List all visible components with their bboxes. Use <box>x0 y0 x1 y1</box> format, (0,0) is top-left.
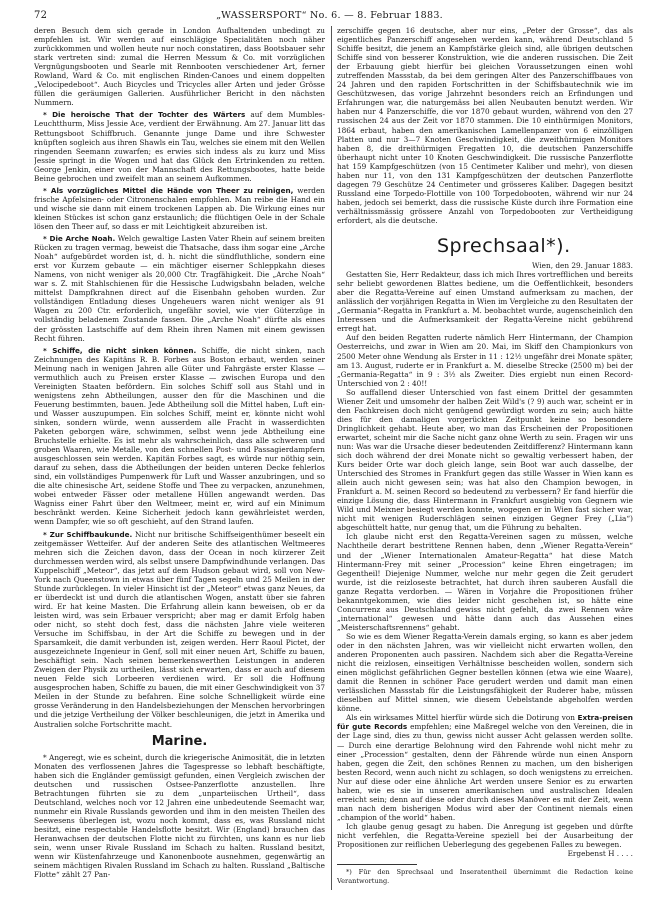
letter-paragraph: So auffallend dieser Unterschied von fast einem Drittel der gesammten Wiener Zeit und umsomehr der halben Zeit Wild's (? 9) auch war, scheint er in den Fachkreisen doch nicht genügend gewürdigt worden zu sein; auch hätte dies für den damaligen vorgerückten Zeitpunkt keine so besondere Dringlichkeit gehabt. Heute aber, wo man das Erscheinen der Propositionen erwartet, scheint mir die Sache nicht ganz ohne Werth zu sein. Fragen wir uns nun: Was war die Ursache dieser bedeutenden Zeitdifferenz? Hintermann kann sich doch während der drei Monate nicht so gewaltig verbessert haben, der Kurs beider Orte war doch gleich lange, sein Boot war auch dasselbe, der Unterschied des Stromes in Frankfurt gegen das stille Wasser in Wien kann es allein auch nicht gewesen sein; was hat also den Champion bewogen, in Frankfurt a. M. seinen Record so bedeutend zu verbessern? Er fand hierfür die einzige Lösung die, dass Hintermann in Frankfurt ausgiebig von Gegnern wie Wild und Meixner besiegt werden konnte, wogegen er in Wien fast sicher war, nicht mit wenigen Ruderschlägen seinen einzigen Gegner Frey („Lia“) abgeschüttelt hatte, nur genug that, um die Führung zu behalten. <box>337 387 633 533</box>
section-heading-marine: Marine. <box>151 733 208 749</box>
letter-text: Als ein wirksames Mittel hierfür würde sich die Dotirung von <box>346 713 578 723</box>
page-header <box>34 10 632 26</box>
letter-dateline: Wien, den 29. Januar 1883. <box>531 261 633 271</box>
left-column <box>34 26 325 892</box>
letter-paragraph: Auf den beiden Regatten ruderte nämlich Herr Hintermann, der Champion Oesterreichs, und zwar in Wien am 20. Mai, im Skiff den Championkurs von 2500 Meter ohne Wendung als Erster in 11 : 12½ ungefähr drei Monate später, am 13. August, ruderte er in Frankfurt a. M. dieselbe Strecke (2500 m) bei der „Germania-Regatta“ in 9 : 3½ als Zweiter. Dies ergiebt nun einen Record-Unterschied von 2 : 40!! <box>337 333 633 388</box>
news-item-title: * Die heroische That der Tochter des Wärters <box>43 110 246 120</box>
news-item <box>34 346 325 527</box>
footnote: *) Für den Sprechsaal und Inseratentheil übernimmt die Redaction keine Verantwortung. <box>337 868 633 885</box>
news-item-text: werden frische Apfelsinen- oder Citronenschalen empfohlen. Man reibe die Hand ein und wische sie dann mit einem trockenen Lappen ab. Die Wirkung eines nur kleinen Stückes ist schon ganz erstaunlich; die flüchtigen Oele in der Schale lösen den Theer auf, so dass er mit Leichtigkeit abzureiben ist. <box>34 185 325 231</box>
column-divider <box>331 26 332 890</box>
letter-paragraph: So wie es dem Wiener Regatta-Verein damals erging, so kann es aber jedem oder in den nächsten Jahren, was wir vielleicht nicht erwarten wollen, den anderen Proponenten auch passiren. Nachdem sich aber die Regatta-Vereine nicht die reizlosen, einseitigen Verhältnisse bescheiden wollen, sondern sich einen möglichst gefährlichen Gegner bestellen können (etwa wie eine Waare), damit die Rennen in schöner Pace gerudert werden und damit man einen verlässlichen Massstab für die Leistungsfähigkeit der Ruderer habe, müssen dieselben auf Mittel sinnen, wie diesem Uebelstande abgeholfen werden könne. <box>337 631 633 714</box>
news-item-title: * Als vorzügliches Mittel die Hände von Theer zu reinigen, <box>43 185 294 195</box>
letter-paragraph: Ich glaube nicht erst den Regatta-Vereinen sagen zu müssen, welche Nachtheile derart bestrittene Rennen haben, denn „Wiener Regatta-Verein“ und der „Wiener Internationalen Amateur-Regatta“ hat diese Match Hintermann-Frey mit seiner „Procession“ keine Ehren eingetragen; im Gegentheil! Diejenige Nummer, welche nur mehr gegen die Zeit gerudert wurde, ist die reizloseste betrachtet, hat durch ihren sauberen Ausfall die ganze Regatta verdorben. — Wären in Vorjahre die Propositionen früher bekanntgekommen, wie dies leider nicht geschehen ist, so hätte eine Concurrenz aus Deutschland gewiss nicht gefehlt, da zwei Rennen wäre „international“ gewesen und hätte dann auch das Aussehen eines „Meisterschaftsrennens“ gehabt. <box>337 532 633 632</box>
footnote-rule <box>337 864 417 865</box>
letter-paragraph: Ich glaube genug gesagt zu haben. Die Anregung ist gegeben und dürfte nicht verfehlen, die Regatta-Vereine speziell bei der Ausarbeitung der Propositionen zur reiflichen Ueberlegung des gegebenen Falles zu bewegen. <box>337 821 633 850</box>
news-item-text: auf dem Mumbles-Leuchtthurm, Miss Jessie Ace, verdient der Erwähnung. Am 27. Januar litt das Rettungsboot Schiffbruch. Genannte junge Dame und ihre Schwester knüpften sogleich aus ihren Shawls ein Tau, welches sie einem mit den Wellen ringenden Seemann zuwarfen; es erwies sich indess als zu kurz und Miss Jessie springt in die Wogen und hat das Glück den Ertrinkenden zu retten. George Jenkin, einer von der Mannschaft des Rettungsbootes, hatte beide Beine gebrochen und zweifelt man an seinem Aufkommen. <box>34 110 325 183</box>
section-heading-sprechsaal: Sprechsaal*). <box>437 235 571 258</box>
masthead: „WASSERSPORT“ No. 6. — 8. Februar 1883. <box>216 10 444 21</box>
news-item <box>34 110 325 182</box>
marine-article-continued: zerschiffe gegen 16 deutsche, aber nur eins, „Peter der Grosse“, das als eigentliches Panzerschiff angesehen werden kann, während Deutschland 5 Schiffe besitzt, die jenem an Kampfstärke gleich sind, alle übrigen deutschen Schiffe sind von besserer Konstruktion, wie die anderen russischen. Die Zeit der Erbauung giebt hierfür bei gleichen Voraussetzungen einen wohl zutreffenden Massstab, da bei dem geringen Alter des Panzerschiffbaues von 24 Jahren und den rapiden Fortschritten in der Schiffsbautechnik wie im Geschützwesen, das vorige Jahrzehnt besonders reich an Erfindungen und Erfahrungen war, die naturgemäss bei allen Neubauten benutzt werden. Wir haben nur 4 Panzerschiffe, die vor 1870 gebaut wurden, während von den 27 russischen 24 aus der Zeit vor 1870 stammen. Die 10 einthürmigen Monitors, 1864 erbaut, haben den amerikanischen Lamellenpanzer von 6 einzölligen Platten und nur 3—7 Knoten Geschwindigkeit, die zweithürmigen Monitors haben 8, die dreithürmigen Fregatten 10, die deutschen Panzerschiffe überhaupt nicht unter 10 Knoten Geschwindigkeit. Die russische Panzerflotte hat 159 Kampfgeschützen (von 15 Centimeter Kaliber und mehr), von diesen haben nur 11, von den 131 Kampfgeschützen der deutschen Panzerflotte dagegen 79 Geschütze 24 Centimeter und grösseres Kaliber. Dagegen besitzt Russland eine Torpedo-Flottille von 100 Torpedobooten, während wir nur 24 haben, jedoch sei bemerkt, dass die russische Küste durch ihre Formation eine verhältnissmässig grössere Anzahl von Torpedobooten zur Vertheidigung erfordert, als die deutsche. <box>337 26 633 225</box>
page-number: 72 <box>34 10 48 21</box>
letter-paragraph: Gestatten Sie, Herr Redakteur, dass ich mich Ihres vortrefflichen und bereits sehr beliebt gewordenen Blattes bediene, um die Oeffentlichkeit, besonders aber die Regatta-Vereine auf einen Umstand aufmerksam zu machen, der anlässlich der vorjährigen Regatta in Wien im Vergleiche zu den Resultaten der „Germania“-Regatta in Frankfurt a. M. beobachtet wurde, augenscheinlich den Interessen und die Aufmerksamkeit der Regatta-Vereine nicht gebührend erregt hat. <box>337 270 633 334</box>
news-item-title: * Die Arche Noah. <box>43 234 116 244</box>
marine-article-text: * Angeregt, wie es scheint, durch die kriegerische Animosität, die in letzten Monaten des verflossenen Jahres die Tagespresse so lebhaft beschäftigte, haben sich die Engländer gemüssigt gefunden, einen Vergleich zwischen der deutschen und russischen Ostsee-Panzerflotte anzustellen. Ihre Betrachtungen führten sie zu dem „unparteiischen Urtheil“, dass Deutschland, welches noch vor 12 Jahren eine unbedeutende Seemacht war, nunmehr ein Rivale Russlands geworden und ihm in den meisten Theilen des Seewesens überlegen ist, wozu noch kommt, dass es, was Russland nicht besitzt, eine respectable Handelsflotte besitzt. Wir (England) brauchen das Heranwachsen der deutschen Flotte nicht zu fürchten, uns kann es nur lieb sein, wenn unser Rivale Russland im Schach zu halten. Russland besitzt, wenn wir Küstenfahrzeuge und Kanonenboote ausnehmen, gegenwärtig an seinem mächtigen Rivalen Russland im Schach zu halten. Russland „Baltische Flotte“ zählt 27 Pan- <box>34 752 325 880</box>
letter-text: empfehlen; eine Maßregel welche von den Vereinen, die in der Lage sind, dies zu thun, gewiss nicht ausser Acht gelassen werden sollte. — Durch eine derartige Belohnung wird den Fahrende wohl nicht mehr zu einer „Procession“ gestalten, denn der Fährende würde nun einen Ansporn haben, gegen die Zeit, den schönes Rennen zu machen, um den bisherigen besten Record, wenn auch nicht zu schlagen, so doch wenigstens zu erreichen. Nur auf diese oder eine ähnliche Art werden unsere Senior es zu erwarten haben, wie es sie in unseren amerikanischen und australischen Idealen erreicht sein; denn auf diese oder durch dieses Manöver es mit der Zeit, wenn man nach dem bisherigen Modus wird aber der Continent niemals einen „champion of the world“ haben. <box>337 722 633 822</box>
news-item <box>34 234 325 343</box>
letter-emphasis: Extra-preisen für gute Records <box>337 713 633 732</box>
article-text: deren Besuch dem sich gerade in London Aufhaltenden unbedingt zu empfehlen ist. Wir werden auf einschlägige Specialitäten noch näher zurückkommen und wollen heute nur noch constatiren, dass Bootsbauer sehr stark vertreten sind: zumal die Herren Messum & Co. mit vorzüglichen Vergnügungsbooten und Searle mit Rennbooten verschiedener Art, ferner Rowland, Ward & Co. mit englischen Rinden-Canoes und einem doppelten „Velocipedeboot“. Auch Bicycles und Tricycles aller Arten und jeder Grösse füllen die geräumigen Gallerien. Ausführlicher Bericht in den nächsten Nummern. <box>34 26 325 108</box>
news-item <box>34 530 325 729</box>
news-item-title: * Schiffe, die nicht sinken können. <box>43 345 197 355</box>
letter-paragraph <box>337 713 633 822</box>
news-item-text: Schiffe, die nicht sinken, nach Zeichnungen des Kapitäns R. B. Forbes aus Boston erbaut, werden seiner Meinung nach in wenigen Jahren alle Güter und Fahrgäste erster Klasse — vermuthlich auch zu Preisen erster Klasse — zwischen Europa und den Vereinigten Staaten befördern. Ein solches Schiff soll aus Stahl und in wenigstens zehn Abtheilungen, ausser den für die Maschinen und die Feuerung bestimmten, bauen. Jede Abtheilung soll die Mittel haben, Luft ein- und Wasser auszupumpen. Ein solches Schiff, meint er, könnte nicht wohl sinken, sondern würde, wenn ausserdem alle Fracht in wasserdichten Paketen geborgen wäre, schwimmen, selbst wenn jede Abtheilung eine Bruchstelle erhielte. Es ist mehr als wahrscheinlich, dass alle schweren und groben Waaren, wie Metalle, von den schnellen Post- und Passagierdampfern ausgeschlossen sein werden. Kapitän Forbes sagt, es würde nur nöthig sein, darauf zu sehen, dass die Abtheilungen der beiden unteren Decke fehlerlos sind, ein vollständiges Pumpenwerk für Luft und Wasser anzubringen, und so die alte chinesische Art, seidene Stoffe und Thee zu verpacken, anzunehmen, wobei entweder Fässer oder metallene Hüllen angewandt werden. Das Wagniss einer Fahrt über den Weltmeer, meint er, wird auf ein Minimum beschränkt werden. Keine Sicherheit jedoch kann gewährleistet werden, wenn Dampfer, wie so oft geschieht, auf den Strand laufen. <box>34 345 325 527</box>
news-item-text: Nicht nur britische Schiffseigenthümer beseelt ein zeitgemässer Wetteifer. Auf der anderen Seite des atlantischen Weltmeeres mehren sich die Zeichen davon, dass der Ocean in noch kürzerer Zeit durchmessen werden wird, als selbst unsere Dampfwindhunde verlangen. Das Kuppelschiff „Meteor“, das jetzt auf dem Hudson gebaut wird, soll von New-York nach Queenstown in etwas über fünf Tagen segeln und 25 Meilen in der Stunde zurücklegen. In vieler Hinsicht ist der „Meteor“ etwas ganz Neues, da er überdeckt ist und durch die atlantischen Wogen, anstatt über sie fahren wird. Er hat keine Masten. Die Erfahrung allein kann beweisen, ob er da leisten wird, was sein Erbauer verspricht; aber mag er damit Erfolg haben oder nicht, so steht doch fest, dass die nächsten Jahre viele weiteren Versuche im Schiffsbau, in der Art die Schiffe zu bewegen und in der Sparsamkeit, die damit verbunden ist, zeigen werden. Herr Raoul Pictet, der ausgezeichnete Ingenieur in Genf, soll mit einer neuen Art, Schiffe zu bauen, beschäftigt sein. Nach seinen bemerkenswerthen Leistungen in anderen Zweigen der Physik zu urtheilen, lässt sich erwarten, dass er auch auf diesem neuen Felde sich Lorbeeren verdienen wird. Er soll die Hoffnung ausgesprochen haben, Schiffe zu bauen, die mit einer Geschwindigkeit von 37 Meilen in der Stunde zu befahren. Eine solche Schnelligkeit würde eine grosse Veränderung in den Handelsbeziehungen der Menschen hervorbringen und die jetzige Vertheilung der Völker beschleunigen, die jetzt in Amerika und Australien solche Fortschritte macht. <box>34 529 325 729</box>
right-column <box>337 26 633 892</box>
letter-signature: Ergebenst H . . . . <box>567 849 633 859</box>
news-item-text: Welch gewaltige Lasten Vater Rhein auf seinem breiten Rücken zu tragen vermag, beweist die Thatsache, dass ihm sogar eine „Arche Noah“ aufgebürdet worden ist, d. h. nicht die sündfluthliche, sondern eine erst vor Kurzem gebaute — ein mächtiger eiserner Schleppkahn dieses Namens, von nicht weniger als 20,000 Ctr. Tragfähigkeit. Die „Arche Noah“ war s. Z. mit Stahlschienen für die Hessische Ludwigsbahn beladen, welche mittelst Dampfkrahnen direct auf die Eisenbahn gehoben wurden. Zur vollständigen Entladung dieses Ungeheuers waren nicht weniger als 91 Wagen zu 200 Ctr. erforderlich, ungefähr soviel, wie vier Güterzüge in vollständig beladenem Zustande fassen. Die „Arche Noah“ dürfte als eines der grössten Lastschiffe auf dem Rhein ihren Namen mit einem gewissen Recht führen. <box>34 234 325 343</box>
news-item-title: * Zur Schiffbaukunde. <box>43 529 133 539</box>
news-item <box>34 186 325 231</box>
